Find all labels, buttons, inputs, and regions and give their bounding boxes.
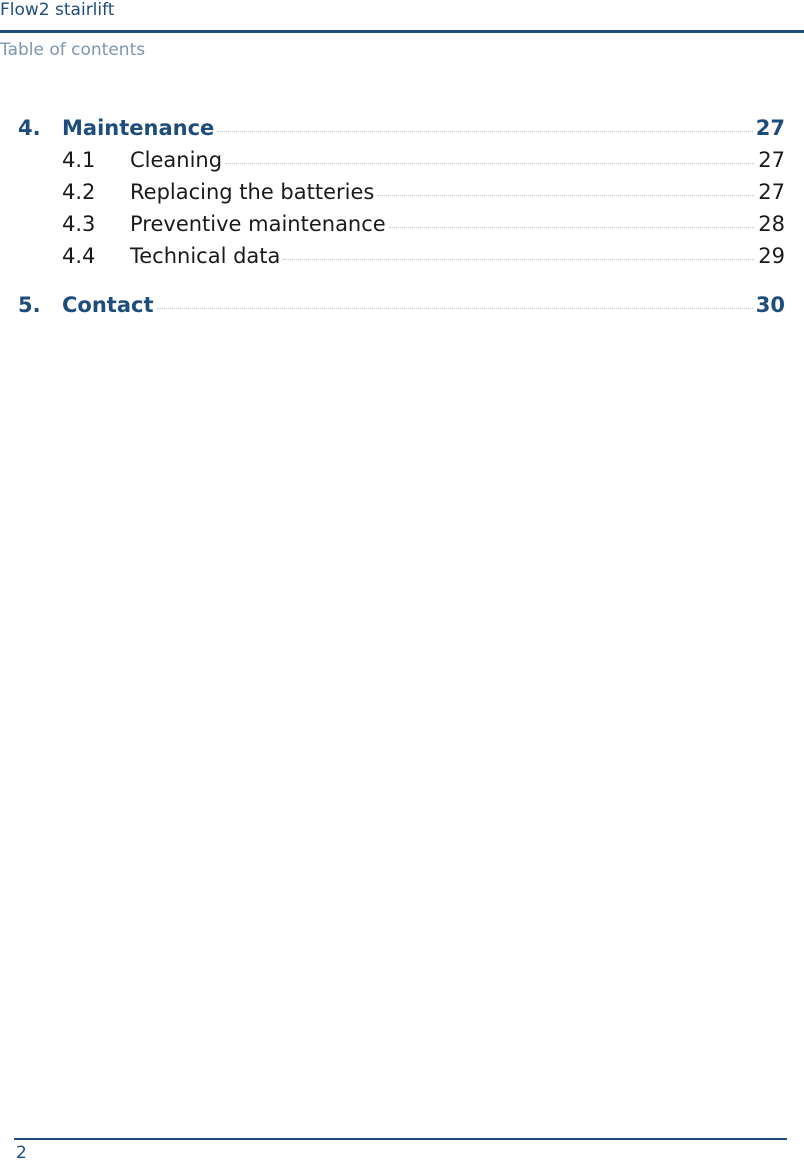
toc-page-number: 30: [755, 293, 785, 317]
toc-dot-leader: [389, 227, 756, 228]
footer-page-number: 2: [16, 1143, 27, 1163]
toc-dot-leader: [283, 259, 755, 260]
toc-label: Replacing the batteries: [130, 180, 375, 204]
toc-label: Preventive maintenance: [130, 212, 386, 236]
toc-entry-maintenance[interactable]: [18, 116, 785, 146]
footer-rule: [14, 1138, 787, 1140]
toc-page-number: 27: [758, 148, 785, 172]
toc-label: Technical data: [130, 244, 281, 268]
table-of-contents: [18, 116, 785, 323]
toc-entry-replacing-batteries[interactable]: [18, 180, 785, 212]
toc-entry-preventive-maintenance[interactable]: [18, 212, 785, 244]
header-title: Flow2 stairlift: [0, 0, 115, 20]
toc-entry-cleaning[interactable]: [18, 148, 785, 180]
toc-page-number: 27: [755, 116, 785, 140]
header-subtitle: Table of contents: [0, 40, 146, 60]
toc-page-number: 27: [758, 180, 785, 204]
toc-number: 4.: [18, 116, 41, 140]
header-rule: [0, 30, 804, 33]
toc-entry-technical-data[interactable]: [18, 244, 785, 276]
toc-number: 5.: [18, 293, 41, 317]
toc-entry-contact[interactable]: [18, 293, 785, 323]
toc-dot-leader: [217, 131, 753, 132]
toc-page-number: 29: [758, 244, 785, 268]
toc-number: 4.3: [62, 212, 96, 236]
toc-dot-leader: [377, 195, 755, 196]
toc-dot-leader: [157, 308, 753, 309]
toc-number: 4.2: [62, 180, 96, 204]
toc-number: 4.1: [62, 148, 96, 172]
toc-label: Cleaning: [130, 148, 223, 172]
toc-number: 4.4: [62, 244, 96, 268]
toc-label: Contact: [62, 293, 154, 317]
toc-page-number: 28: [758, 212, 785, 236]
toc-dot-leader: [225, 163, 755, 164]
toc-label: Maintenance: [62, 116, 215, 140]
